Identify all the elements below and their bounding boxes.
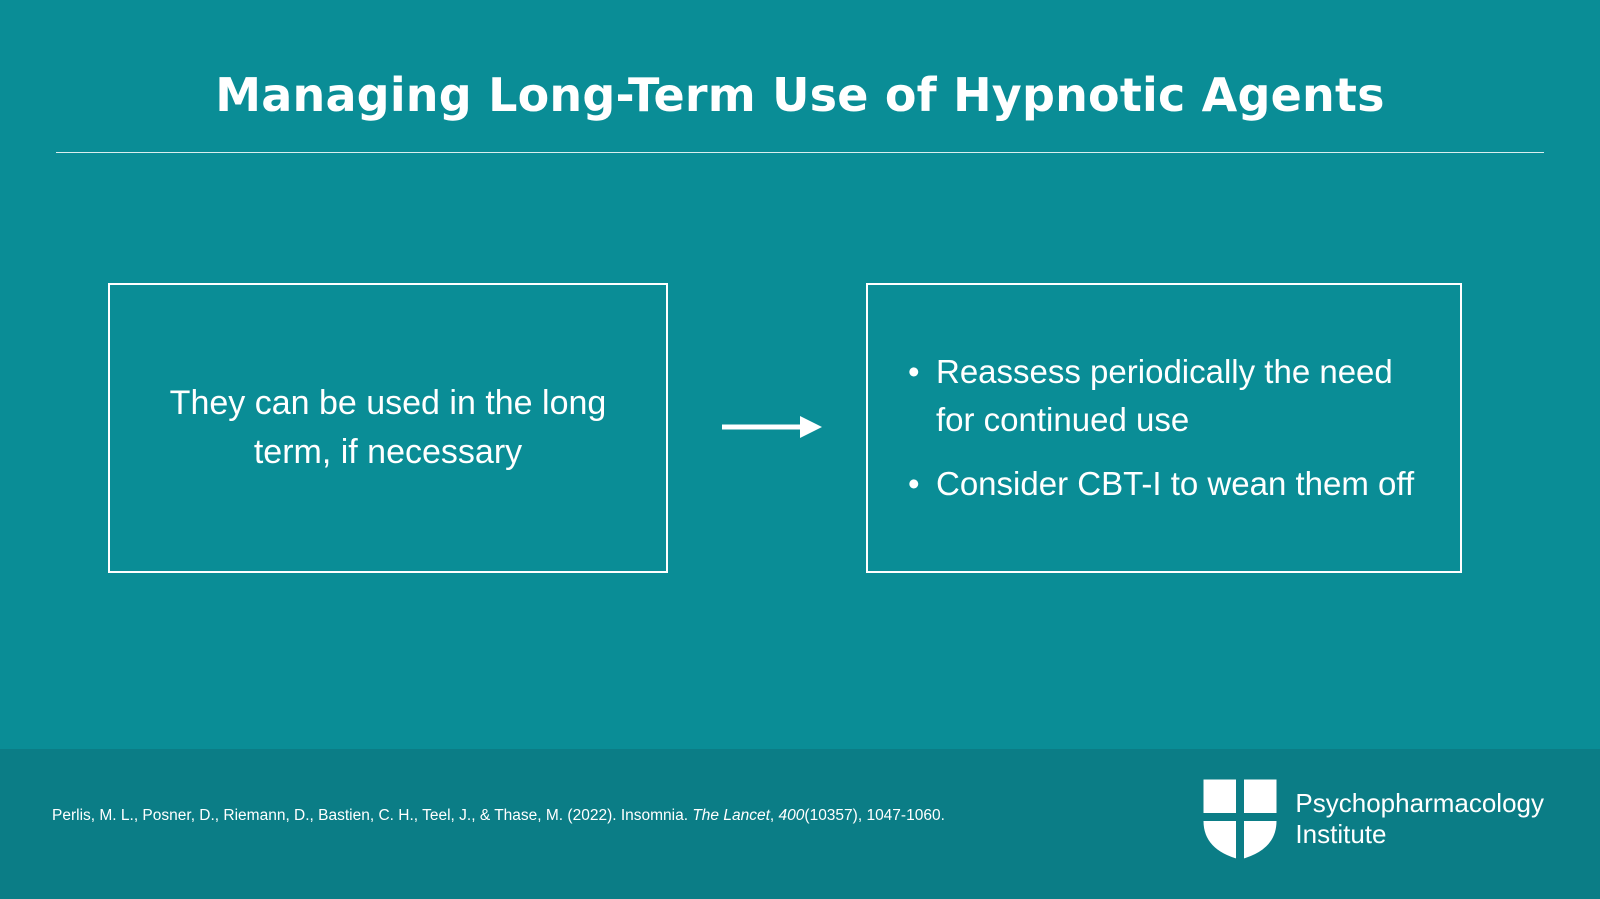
shield-icon: [1201, 777, 1279, 861]
footer-bar: [0, 749, 1600, 899]
brand-line-2: Institute: [1295, 819, 1387, 849]
list-item-label: Reassess periodically the need for continued use: [936, 353, 1393, 439]
left-statement-box: [108, 283, 668, 573]
citation-issue-pages: (10357), 1047-1060.: [804, 807, 945, 824]
title-divider: [56, 152, 1544, 153]
bullet-dot-icon: •: [908, 353, 920, 391]
brand-name: [1295, 788, 1544, 849]
left-statement-text: They can be used in the long term, if necessary: [169, 383, 607, 471]
citation-separator: ,: [769, 807, 779, 824]
right-actions-box: [866, 283, 1462, 573]
citation-authors: Perlis, M. L., Posner, D., Riemann, D., Bastien, C. H., Teel, J., & Thase, M. (2022). Insomnia.: [52, 807, 693, 824]
list-item: [902, 460, 1430, 508]
bullet-dot-icon: •: [908, 464, 920, 502]
action-bullet-list: [902, 348, 1430, 508]
brand-line-1: Psychopharmacology: [1295, 788, 1544, 819]
list-item-label: Consider CBT-I to wean them off: [936, 464, 1415, 502]
brand-lockup: [1201, 777, 1544, 861]
citation-volume: 400: [778, 807, 805, 824]
arrow-right-icon: [722, 412, 822, 442]
citation: [52, 807, 945, 825]
page-title: Managing Long-Term Use of Hypnotic Agents: [215, 68, 1385, 122]
list-item: [902, 348, 1430, 444]
citation-journal: The Lancet: [692, 807, 770, 824]
